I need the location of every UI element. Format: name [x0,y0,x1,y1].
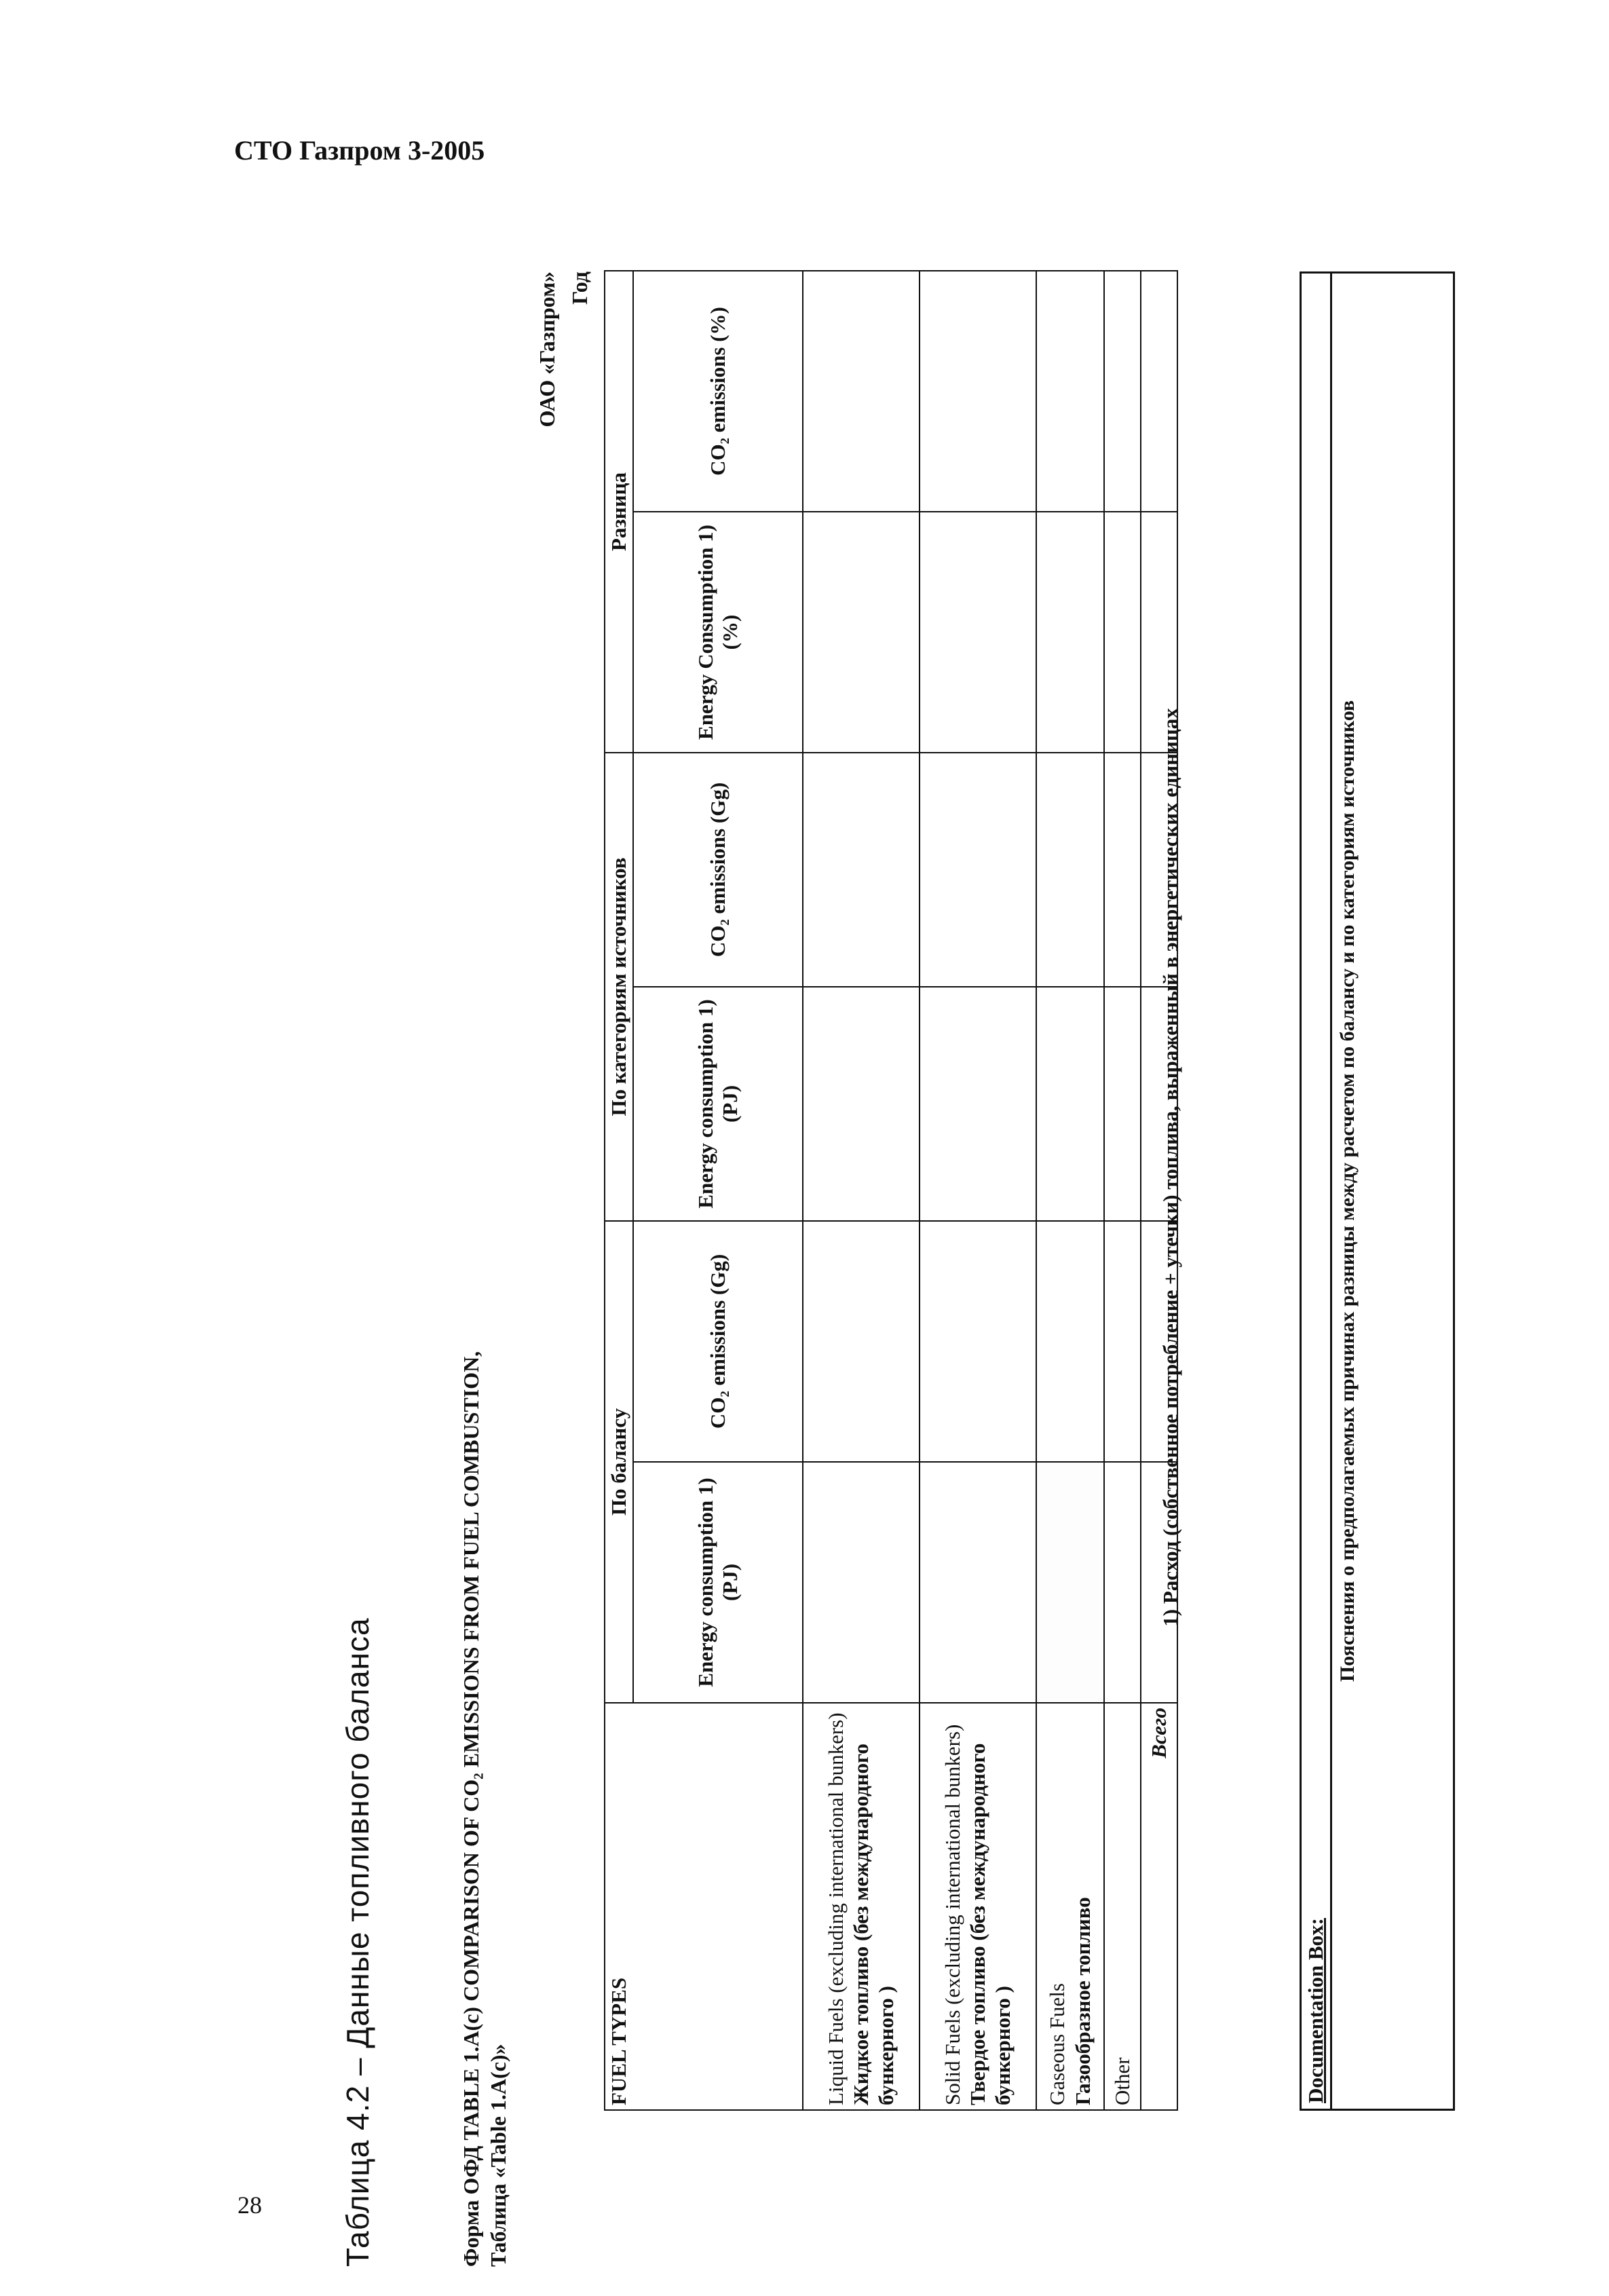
fuel-balance-table [604,270,1178,2111]
row-label-ru: Твердое топливо (без международного бункерного ) [966,1743,1015,2105]
table-cell [803,753,920,987]
header-co2-gg: CO₂ emissions (Gg) [633,753,803,987]
row-label [920,1703,1036,2110]
table-cell [920,512,1036,753]
header-energy-pj: Energy consumption 1) (PJ) [633,987,803,1221]
row-label-en: Solid Fuels (excluding international bunkers) [940,1724,964,2105]
row-label-en: Liquid Fuels (excluding international bunkers) [823,1712,848,2105]
table-cell [1104,753,1141,987]
header-energy-pj: Energy consumption 1) (PJ) [633,1462,803,1703]
table-cell [803,512,920,753]
landscape-content [271,271,1561,2267]
table-row [1104,271,1141,2110]
row-label [803,1703,920,2110]
row-label-ru: Жидкое топливо (без международного бункерного ) [849,1744,898,2105]
row-label-en: Gaseous Fuels [1045,1983,1069,2105]
header-fuel-types: FUEL TYPES [605,1703,803,2110]
table-cell [1036,987,1104,1221]
table-cell [920,1462,1036,1703]
table-cell [803,1221,920,1462]
table-cell [920,271,1036,512]
table-cell [1036,1462,1104,1703]
table-cell [920,987,1036,1221]
documentation-box-title: Documentation Box: [1301,273,1331,2110]
header-co2-gg: CO₂ emissions (Gg) [633,1221,803,1462]
documentation-box-text: Пояснения о предполагаемых причинах разницы между расчетом по балансу и по категориям источников [1331,273,1454,2110]
table-row [803,271,920,2110]
row-label [1036,1703,1104,2110]
table-cell [1104,1462,1141,1703]
table-cell [1141,271,1177,512]
table-cell [1036,271,1104,512]
page-header: СТО Газпром 3-2005 [234,135,485,166]
documentation-box [1300,271,1455,2111]
table-cell [803,987,920,1221]
table-cell [1036,512,1104,753]
table-cell [1104,987,1141,1221]
form-subtitle: Таблица «Table 1.A(c)» [486,2044,510,2267]
table-cell [920,1221,1036,1462]
header-energy-pct: Energy Consumption 1) (%) [633,512,803,753]
header-difference: Разница [605,271,633,753]
table-cell [1104,1221,1141,1462]
table-cell [1036,1221,1104,1462]
header-co2-pct: CO₂ emissions (%) [633,271,803,512]
organization-label: ОАО «Газпром» [535,271,559,428]
row-label-ru: Газообразное топливо [1070,1897,1095,2105]
row-label [1104,1703,1141,2110]
table-row [920,271,1036,2110]
table-cell [1036,753,1104,987]
table-cell [803,1462,920,1703]
total-label: Всего [1141,1703,1177,2110]
page-number: 28 [238,2191,262,2219]
table-cell [920,753,1036,987]
footnote: 1) Расход (собственное потребление + утечки) топлива, выраженный в энергетических единицах [1158,708,1182,1627]
table-cell [803,271,920,512]
table-caption: Таблица 4.2 – Данные топливного баланса [340,1617,375,2267]
header-source-categories: По категориям источников [605,753,633,1221]
header-balance: По балансу [605,1221,633,1703]
row-label-en: Other [1110,2057,1135,2105]
form-title: Форма ОФД TABLE 1.A(c) COMPARISON OF CO₂ EMISSIONS FROM FUEL COMBUSTION, [459,1351,483,2267]
table-row [1036,271,1104,2110]
year-label: Год [567,271,592,305]
table-cell [1104,512,1141,753]
table-cell [1104,271,1141,512]
